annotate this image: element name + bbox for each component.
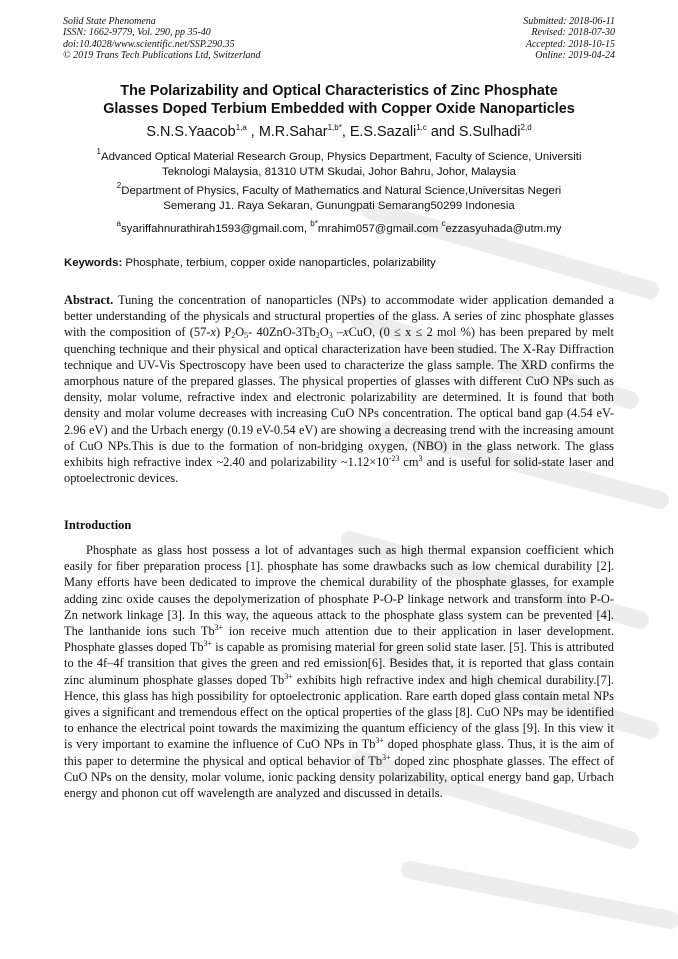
email-link[interactable]: ezzasyuhada@utm.my (445, 223, 562, 235)
author-separator: , (246, 124, 259, 140)
keywords-label: Keywords: (64, 257, 123, 269)
author-name: E.S.Sazali (349, 124, 417, 140)
intro-superscript: 3+ (382, 752, 391, 762)
abstract-text: - 40ZnO-3Tb (248, 325, 316, 340)
email-marker: c (441, 219, 446, 228)
journal-name: Solid State Phenomena (63, 16, 156, 27)
abstract-superscript: -23 (388, 454, 400, 464)
journal-doi: doi:10.4028/www.scientific.net/SSP.290.35 (63, 38, 235, 50)
abstract-text: O (319, 325, 329, 340)
abstract-text: and is useful for solid-state laser and optoelectronic devices. (64, 455, 614, 486)
affiliation-2 (60, 181, 618, 214)
affiliation-line: Teknologi Malaysia, 81310 UTM Skudai, Johor Bahru, Johor, Malaysia (162, 166, 516, 178)
intro-superscript: 3+ (203, 639, 213, 649)
publication-dates (523, 16, 615, 61)
intro-superscript: 3+ (214, 623, 224, 633)
affiliation-1 (60, 147, 618, 180)
author-emails (40, 219, 638, 236)
journal-header (63, 16, 261, 61)
abstract-superscript: 3 (418, 454, 423, 464)
abstract-subscript: 2 (315, 331, 320, 341)
intro-superscript: 3+ (284, 671, 293, 681)
section-heading-introduction: Introduction (64, 518, 132, 532)
abstract-subscript: 5 (244, 331, 249, 341)
intro-text: doped phosphate glass. Thus, it is the aim of this paper to determine the physical and optical behavior of Tb (64, 737, 614, 768)
journal-issn: ISSN: 1662-9779, Vol. 290, pp 35-40 (63, 27, 211, 39)
introduction-paragraph (64, 542, 614, 801)
intro-text: is capable as promising material for green solid state laser. [5]. This is attributed to the 4f–4f transition that gives the green and red emission[6]. Besides that, it is reported that glass contain zinc aluminum phosphate glasses doped Tb (64, 640, 614, 687)
keywords-text: Phosphate, terbium, copper oxide nanoparticles, polarizability (122, 257, 436, 269)
intro-text: exhibits high refractive index and high chemical durability.[7]. Hence, this glass has high possibility for optoelectronic application. Rare earth doped glass contain metal NPs gives a significant and tremendous effect on the optical properties of the glass [8]. CuO NPs may be identified to enhance the electrical point towards the maximizing the quantum efficiency of the glass [9]. In this view it is very important to examine the influence of CuO NPs in Tb (64, 672, 614, 752)
author-list (40, 123, 638, 142)
paper-title (40, 82, 638, 118)
title-line-2: Glasses Doped Terbium Embedded with Copper Oxide Nanoparticles (103, 101, 575, 117)
affiliation-marker: 1 (96, 147, 101, 156)
affiliation-line: Semerang J1. Raya Sekaran, Gunungpati Semarang50299 Indonesia (163, 200, 515, 212)
author-affil: 1,b* (327, 123, 342, 132)
date-online: Online: 2019-04-24 (535, 49, 615, 61)
abstract-text: – (332, 325, 344, 340)
abstract-text: CuO, (0 ≤ x ≤ 2 mol %) has been prepared by melt quenching technique and their physical and optical characterization have been studied. The X-Ray Diffraction technique and UV-Vis Spectroscopy have been used to characterize the glass sample. The XRD confirms the amorphous nature of the prepared glasses. The physical properties of glasses with different CuO NPs such as density, molar volume, refractive index and electronic polarizability are determined. It is found that both density and molar volume decreases with increasing CuO NPs concentration. The optical band gap (4.54 eV-2.96 eV) and the Urbach energy (0.19 eV-0.54 eV) are showing a decreasing trend with the increasing amount of CuO NPs.This is due to the formation of non-bridging oxygen, (NBO) in the glass network. The glass exhibits high refractive index ~2.40 and polarizability ~1.12×10 (64, 325, 614, 470)
abstract-label: Abstract. (64, 293, 114, 307)
email-marker: b* (310, 219, 318, 228)
abstract-subscript: 3 (328, 331, 333, 341)
title-line-1: The Polarizability and Optical Characteristics of Zinc Phosphate (120, 83, 558, 99)
author-affil: 1,a (235, 123, 247, 132)
journal-copyright: © 2019 Trans Tech Publications Ltd, Switzerland (63, 49, 261, 61)
date-submitted: Submitted: 2018-06-11 (523, 16, 615, 27)
author-name: M.R.Sahar (258, 124, 328, 140)
intro-text: Phosphate as glass host possess a lot of advantages such as high thermal expansion coefficient which easily for fiber preparation process [1]. phosphate has some drawbacks such as low chemical durability [2]. Many efforts have been dedicated to improve the chemical durability of the phosphate glasses, for example adding zinc oxide causes the depolymerization of phosphate P-O-P linkage network and transform into P-O-Zn network linkage [3]. In this way, the aqueous attack to the phosphate glass system can be prevented [4]. The lanthanide ions such Tb (64, 543, 614, 639)
keywords (64, 256, 614, 270)
abstract-var: x (343, 325, 349, 340)
author-name: S.N.S.Yaacob (146, 124, 236, 140)
abstract-text: O (235, 325, 245, 340)
abstract-var: x (210, 325, 216, 340)
abstract-subscript: 2 (231, 331, 236, 341)
date-revised: Revised: 2018-07-30 (531, 27, 615, 39)
abstract-text: cm (399, 455, 419, 470)
abstract-text: Tuning the concentration of nanoparticles (NPs) to accommodate wider application demanded a better understanding of the physicals and structural properties of the glass. A series of zinc phosphate glasses with the composition of (57- (64, 293, 614, 340)
abstract (64, 292, 614, 486)
author-affil: 2,d (520, 123, 532, 132)
affiliation-line: Advanced Optical Material Research Group, Physics Department, Faculty of Science, Universiti (100, 151, 582, 163)
abstract-text: ) P (215, 325, 232, 340)
email-link[interactable]: mrahim057@gmail.com (317, 223, 442, 235)
email-link[interactable]: syariffahnurathirah1593@gmail.com, (120, 223, 311, 235)
author-separator: , (341, 124, 350, 140)
author-separator: and (426, 124, 459, 140)
intro-text: doped zinc phosphate glasses. The effect of CuO NPs on the density, molar volume, ionic packing density polarizability, optical energy band gap, Urbach energy and phonon cut off wavelength are analyzed and discussed in details. (64, 753, 614, 801)
affiliation-line: Department of Physics, Faculty of Mathematics and Natural Science,Universitas Negeri (121, 185, 562, 197)
intro-superscript: 3+ (375, 736, 384, 746)
author-affil: 1,c (416, 123, 427, 132)
author-name: S.Sulhadi (458, 124, 521, 140)
email-marker: a (116, 219, 121, 228)
affiliation-marker: 2 (116, 181, 122, 190)
intro-text: ion receive much attention due to their application in laser development. Phosphate glasses doped Tb (64, 624, 614, 655)
date-accepted: Accepted: 2018-10-15 (525, 38, 615, 50)
